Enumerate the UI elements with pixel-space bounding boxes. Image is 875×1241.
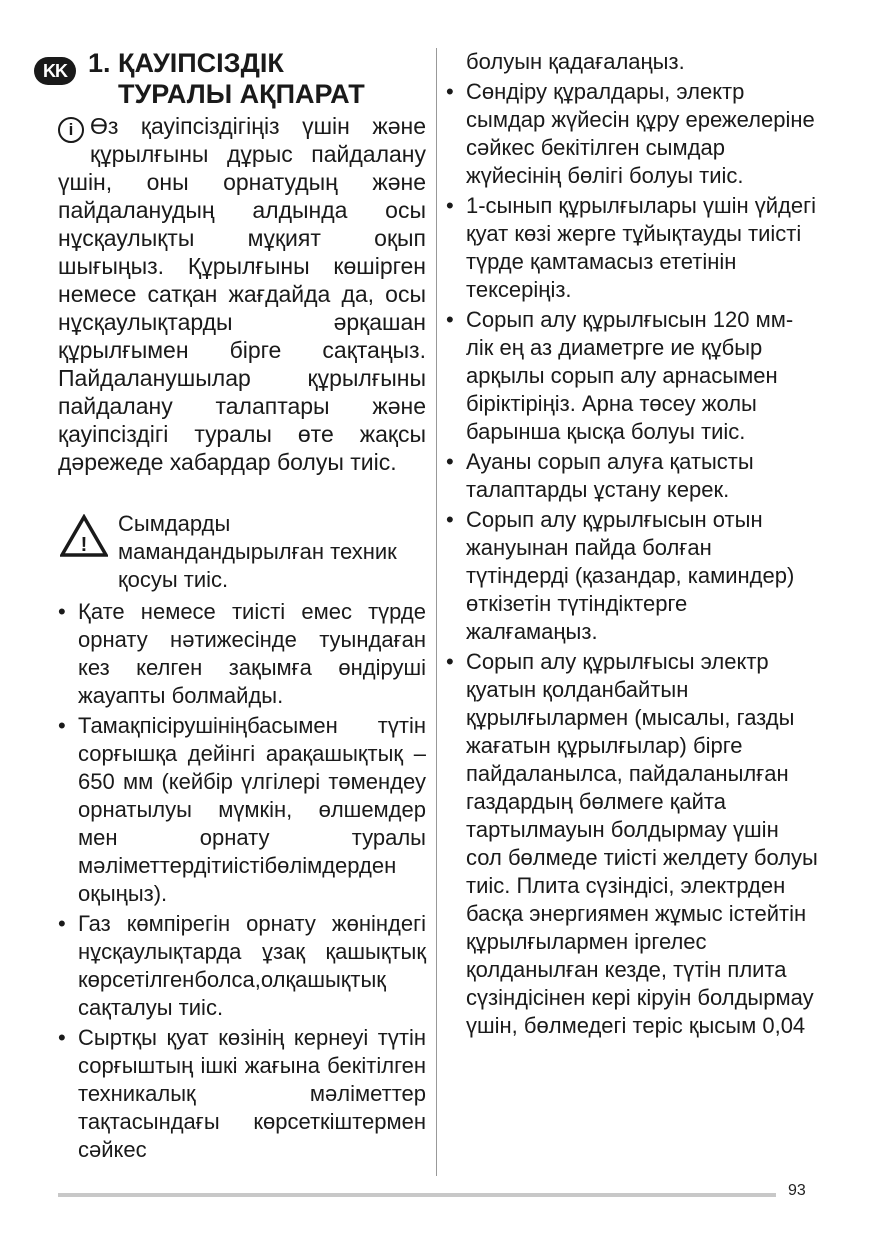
list-item <box>446 306 818 446</box>
list-item <box>58 910 426 1022</box>
bullet-glyph: • <box>446 193 454 218</box>
footer-rule <box>58 1193 776 1197</box>
warning-block <box>58 510 426 594</box>
bullet-glyph: • <box>446 649 454 674</box>
page-number: 93 <box>788 1182 806 1199</box>
info-icon: i <box>58 117 84 143</box>
warning-text: Сымдарды мамандандырылған техник қосуы тиіс. <box>118 511 397 592</box>
list-item <box>446 192 818 304</box>
bullet-glyph: • <box>58 1025 66 1050</box>
intro-paragraph <box>58 112 426 476</box>
list-item-text: Тамақпісірушініңбасымен түтін сорғышқа дейінгі арақашықтық – 650 мм (кейбір үлгілері төмендеу орнатылуы мүмкін, өлшемдер мен орнату туралы мәліметтердітиістібөлімдерден оқыңыз). <box>78 713 426 906</box>
section-heading <box>43 48 426 112</box>
warning-icon-glyph: ! <box>80 534 88 556</box>
title-line-1: 1. ҚАУІПСІЗДІК <box>88 48 284 78</box>
bullet-glyph: • <box>446 307 454 332</box>
right-column <box>446 48 818 1042</box>
bullet-glyph: • <box>58 599 66 624</box>
list-item <box>446 506 818 646</box>
intro-text: Өз қауіпсіздігіңіз үшін және құрылғыны дұрыс пайдалану үшін, оны орнатудың және пайдаланудың алдында осы нұсқаулықты мұқият оқып шығыңыз. Құрылғыны көшірген немесе сатқан жағдайда да, осы нұсқаулықтарды әрқашан құрылғымен бірге сақтаңыз. Пайдаланушылар құрылғыны пайдалану талаптары және қауіпсіздігі туралы өте жақсы дәрежеде хабардар болуы тиіс. <box>58 113 426 475</box>
bullet-glyph: • <box>446 79 454 104</box>
list-item-text: Газ көмпірегін орнату жөніндегі нұсқаулықтарда ұзақ қашықтық көрсетілгенболса,олқашықтық сақталуы тиіс. <box>78 911 426 1020</box>
list-item <box>446 448 818 504</box>
list-item-text: Сыртқы қуат көзінің кернеуі түтін сорғыштың ішкі жағына бекітілген техникалық мәліметтер тақтасындағы көрсеткіштермен сәйкес <box>78 1025 426 1162</box>
left-column <box>43 48 426 1166</box>
warning-triangle-icon <box>60 514 108 558</box>
section-title <box>88 48 365 110</box>
list-item-text: Сорып алу құрылғысын 120 мм-лік ең аз диаметрге ие құбыр арқылы сорып алу арнасымен біріктіріңіз. Арна төсеу жолы барынша қысқа болуы тиіс. <box>466 307 794 444</box>
list-item-text: Сорып алу құрылғысын отын жануынан пайда болған түтіндерді (қазандар, каминдер) өткізетін түтіндіктерге жалғамаңыз. <box>466 507 795 644</box>
list-item <box>58 1024 426 1164</box>
list-item-text: Қате немесе тиісті емес түрде орнату нәтижесінде туындаған кез келген зақымға өндіруші жауапты болмайды. <box>78 599 426 708</box>
right-bullet-list <box>446 78 818 1040</box>
bullet-glyph: • <box>58 911 66 936</box>
list-item-text: 1-сынып құрылғылары үшін үйдегі қуат көзі жерге тұйықтауды тиісті түрде қамтамасыз ететінін тексеріңіз. <box>466 193 817 302</box>
title-line-2: ТУРАЛЫ АҚПАРАТ <box>118 79 365 109</box>
column-divider <box>436 48 437 1176</box>
list-item-text: Сорып алу құрылғысы электр қуатын қолданбайтын құрылғылармен (мысалы, газды жағатын құрылғылар) бірге пайдаланылса, пайдаланылған газдардың бөлмеге қайта тартылмауын болдырмау үшін сол бөлмеде тиісті желдету болуы тиіс. Плита сүзіндісі, электрден басқа энергиямен жұмыс істейтін құрылғылармен іргелес қолданылған кезде, түтін плита сүзіндісінен кері кіруін болдырмау үшін, бөлмедегі теріс қысым 0,04 <box>466 649 818 1038</box>
list-item-text: Ауаны сорып алуға қатысты талаптарды ұстану керек. <box>466 449 754 502</box>
list-item <box>446 78 818 190</box>
continued-text: болуын қадағалаңыз. <box>466 49 685 74</box>
bullet-glyph: • <box>446 507 454 532</box>
bullet-glyph: • <box>58 713 66 738</box>
list-item <box>58 598 426 710</box>
language-badge: KK <box>34 57 76 85</box>
list-item-text: Сөндіру құралдары, электр сымдар жүйесін құру ережелеріне сәйкес бекітілген сымдар жүйесінің бөлігі болуы тиіс. <box>466 79 815 188</box>
list-item <box>58 712 426 908</box>
list-item <box>446 648 818 1040</box>
left-bullet-list <box>58 598 426 1164</box>
bullet-glyph: • <box>446 449 454 474</box>
